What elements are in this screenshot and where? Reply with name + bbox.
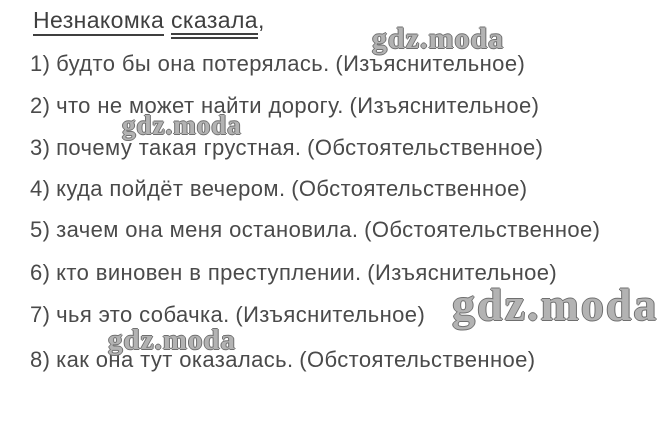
watermark: gdz.moda [372, 22, 505, 55]
list-item [30, 218, 600, 242]
title-punctuation: , [257, 7, 265, 33]
list-item [30, 136, 543, 160]
item-number: 2) [30, 93, 51, 118]
item-clause: почему такая грустная. [56, 135, 302, 160]
list-item [30, 348, 536, 372]
item-type: (Обстоятельственное) [364, 217, 601, 242]
item-number: 5) [30, 217, 51, 242]
item-number: 6) [30, 260, 51, 285]
sentence-title [33, 7, 265, 33]
list-item [30, 94, 539, 118]
item-type: (Изъяснительное) [335, 51, 526, 76]
watermark: gdz.moda [452, 279, 659, 330]
watermark: gdz.moda [122, 110, 242, 140]
subject-underlined: Незнакомка [33, 7, 164, 36]
item-type: (Обстоятельственное) [291, 176, 528, 201]
item-clause: как она тут оказалась. [56, 347, 294, 372]
item-type: (Обстоятельственное) [307, 135, 544, 160]
item-type: (Обстоятельственное) [299, 347, 536, 372]
item-number: 7) [30, 302, 51, 327]
predicate-double-underlined: сказала [171, 7, 258, 39]
item-number: 3) [30, 135, 51, 160]
item-number: 1) [30, 51, 51, 76]
list-item [30, 177, 527, 201]
item-type: (Изъяснительное) [367, 260, 558, 285]
item-clause: что не может найти дорогу. [56, 93, 344, 118]
item-clause: зачем она меня остановила. [56, 217, 359, 242]
watermark: gdz.moda [108, 324, 237, 356]
item-number: 8) [30, 347, 51, 372]
item-clause: чья это собачка. [56, 302, 230, 327]
item-number: 4) [30, 176, 51, 201]
item-clause: будто бы она потерялась. [56, 51, 330, 76]
item-clause: куда пойдёт вечером. [56, 176, 286, 201]
item-clause: кто виновен в преступлении. [56, 260, 362, 285]
item-type: (Изъяснительное) [235, 302, 426, 327]
item-type: (Изъяснительное) [349, 93, 540, 118]
